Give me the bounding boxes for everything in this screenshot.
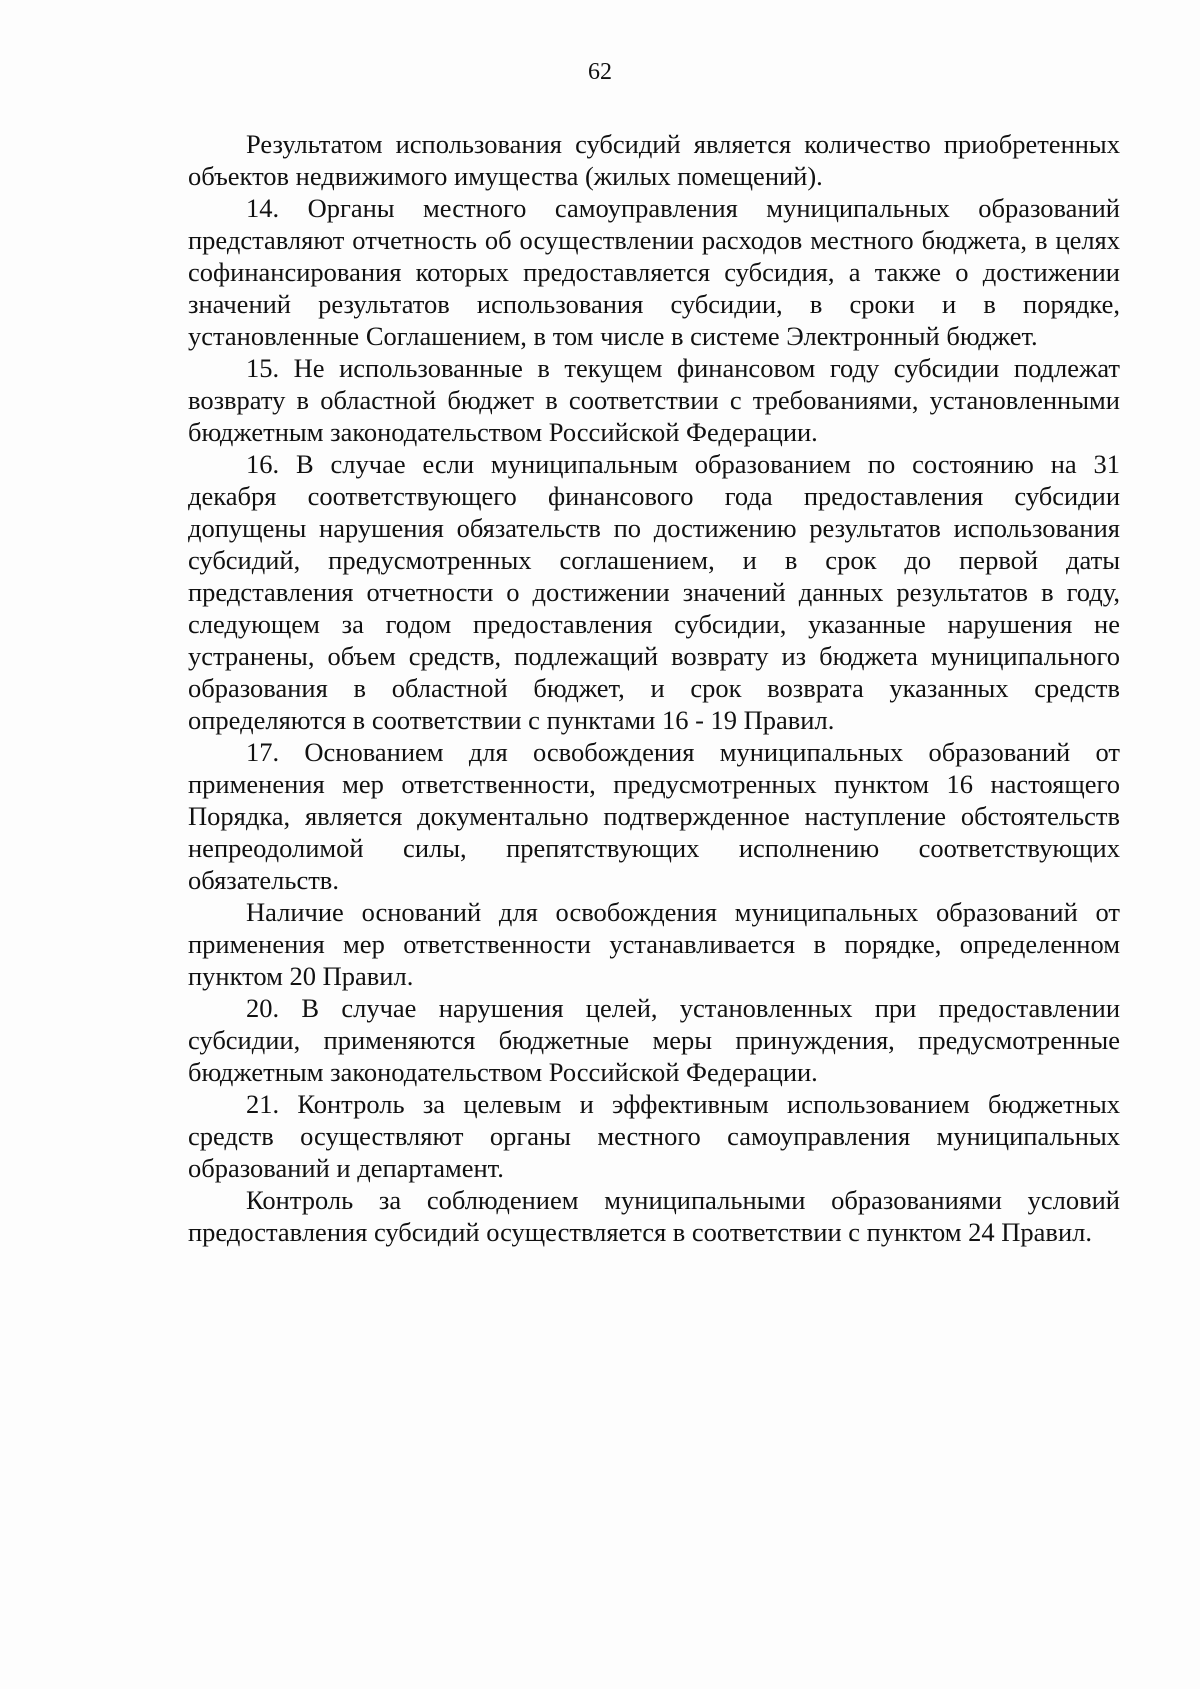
page-number: 62 — [588, 59, 612, 85]
paragraph-result-definition: Результатом использования субсидий является количество приобретенных объектов недвижимого имущества (жилых помещений). — [188, 129, 1120, 191]
paragraph-item-15: 15. Не использованные в текущем финансовом году субсидии подлежат возврату в областной бюджет в соответствии с требованиями, установленными бюджетным законодательством Российской Федерации. — [188, 353, 1120, 447]
paragraph-item-17: 17. Основанием для освобождения муниципальных образований от применения мер ответственности, предусмотренных пунктом 16 настоящего Порядка, является документально подтвержденное наступление обстоятельств непреодолимой силы, препятствующих исполнению соответствующих обязательств. — [188, 737, 1120, 895]
paragraph-item-16: 16. В случае если муниципальным образованием по состоянию на 31 декабря соответствующего финансового года предоставления субсидии допущены нарушения обязательств по достижению результатов использования субсидий, предусмотренных соглашением, и в срок до первой даты представления отчетности о достижении значений данных результатов в году, следующем за годом предоставления субсидии, указанные нарушения не устранены, объем средств, подлежащий возврату из бюджета муниципального образования в областной бюджет, и срок возврата указанных средств определяются в соответствии с пунктами 16 - 19 Правил. — [188, 449, 1120, 735]
paragraph-item-20: 20. В случае нарушения целей, установленных при предоставлении субсидии, применяются бюджетные меры принуждения, предусмотренные бюджетным законодательством Российской Федерации. — [188, 993, 1120, 1087]
paragraph-item-14: 14. Органы местного самоуправления муниципальных образований представляют отчетность об осуществлении расходов местного бюджета, в целях софинансирования которых предоставляется субсидия, а также о достижении значений результатов использования субсидии, в сроки и в порядке, установленные Соглашением, в том числе в системе Электронный бюджет. — [188, 193, 1120, 351]
paragraph-compliance-control: Контроль за соблюдением муниципальными образованиями условий предоставления субсидий осуществляется в соответствии с пунктом 24 Правил. — [188, 1185, 1120, 1247]
paragraph-exemption-grounds: Наличие оснований для освобождения муниципальных образований от применения мер ответственности устанавливается в порядке, определенном пунктом 20 Правил. — [188, 897, 1120, 991]
document-body — [188, 128, 1120, 1248]
paragraph-item-21: 21. Контроль за целевым и эффективным использованием бюджетных средств осуществляют органы местного самоуправления муниципальных образований и департамент. — [188, 1089, 1120, 1183]
